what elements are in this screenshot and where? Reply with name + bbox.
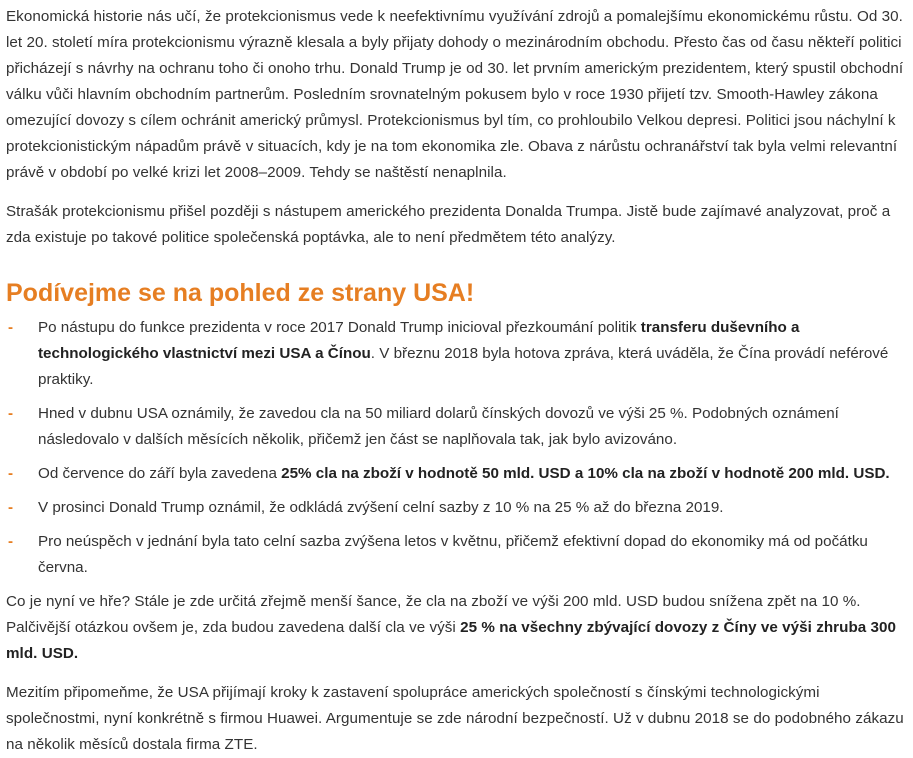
bullet-text: Po nástupu do funkce prezidenta v roce 2017 Donald Trump inicioval přezkoumání politik: [38, 319, 641, 336]
body-paragraph-4: Mezitím připomeňme, že USA přijímají kroky k zastavení spolupráce amerických společností s čínskými technologickými společnostmi, nyní konkrétně s firmou Huawei. Argumentuje se zde národní bezpečností. Už v dubnu 2018 se do podobného zákazu na několik měsíců dostala firma ZTE.: [6, 684, 904, 753]
bullet-list: [6, 315, 908, 581]
bullet-dash: -: [8, 533, 14, 550]
bullet-bold-text: transferu duševního a technologického vlastnictví mezi USA a Čínou: [38, 319, 800, 362]
section-heading: Podívejme se na pohled ze strany USA!: [6, 279, 475, 307]
bullet-text: Od července do září byla zavedena: [38, 465, 282, 482]
bullet-dash: -: [8, 465, 14, 482]
list-item: [6, 495, 908, 521]
body-paragraph-3: [6, 589, 908, 667]
bullet-bold-text: 25% cla na zboží v hodnotě 50 mld. USD a 10% cla na zboží v hodnotě 200 mld. USD.: [281, 465, 890, 482]
paragraph-bold-text: 25 % na všechny zbývající dovozy z Číny ve výši zhruba 300 mld. USD.: [6, 619, 897, 662]
bullet-dash: -: [8, 405, 14, 422]
bullet-text: V prosinci Donald Trump oznámil, že odkládá zvýšení celní sazby z 10 % na 25 % až do března 2019.: [38, 499, 724, 516]
bullet-text: Hned v dubnu USA oznámily, že zavedou cla na 50 miliard dolarů čínských dovozů ve výši 25 %. Podobných oznámení následovalo v dalších měsících několik, přičemž jen část se naplňovala tak, jak bylo avizováno.: [38, 405, 839, 448]
list-item: [6, 401, 908, 453]
paragraph-text: Co je nyní ve hře? Stále je zde určitá zřejmě menší šance, že cla na zboží ve výši 200 mld. USD budou snížena zpět na 10 %. Palčivější otázkou ovšem je, zda budou zavedena další cla ve výši: [6, 593, 861, 636]
bullet-dash: -: [8, 499, 14, 516]
bullet-dash: -: [8, 319, 14, 336]
intro-paragraph-1: Ekonomická historie nás učí, že protekcionismus vede k neefektivnímu využívání zdrojů a pomalejšímu ekonomickému růstu. Od 30. let 20. století míra protekcionismu výrazně klesala a byly přijaty dohody o mezinárodním obchodu. Přesto čas od času někteří politici přicházejí s návrhy na ochranu toho či onoho trhu. Donald Trump je od 30. let prvním americkým prezidentem, který spustil obchodní válku vůči hlavním obchodním partnerům. Posledním srovnatelným pokusem bylo v roce 1930 přijetí tzv. Smooth-Hawley zákona omezující dovozy s cílem ochránit americký průmysl. Protekcionismus byl tím, co prohloubilo Velkou depresi. Politici jsou náchylní k protekcionistickým nápadům právě v situacích, kdy je na tom ekonomika zle. Obava z nárůstu ochranářství tak byla velmi relevantní právě v období po velké krizi let 2008–2009. Tehdy se naštěstí nenaplnila.: [6, 8, 904, 181]
bullet-text: . V březnu 2018 byla hotova zpráva, která uváděla, že Čína provádí neférové praktiky.: [38, 345, 889, 388]
list-item: [6, 461, 908, 487]
list-item: [6, 315, 908, 393]
list-item: [6, 529, 908, 581]
intro-paragraph-2: Strašák protekcionismu přišel později s nástupem amerického prezidenta Donalda Trumpa. Jistě bude zajímavé analyzovat, proč a zda existuje po takové politice společenská poptávka, ale to není předmětem této analýzy.: [6, 203, 891, 246]
bullet-text: Pro neúspěch v jednání byla tato celní sazba zvýšena letos v květnu, přičemž efektivní dopad do ekonomiky má od počátku června.: [38, 533, 868, 576]
